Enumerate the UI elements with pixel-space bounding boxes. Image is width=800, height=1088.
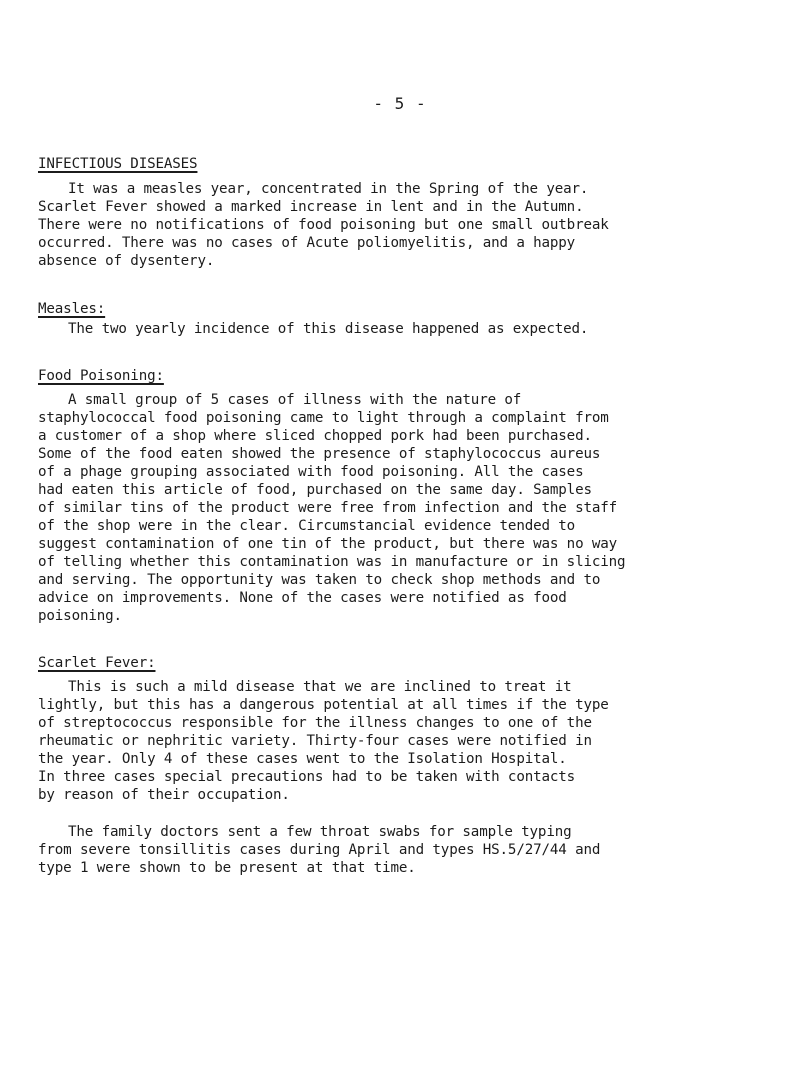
food-poisoning-line: A small group of 5 cases of illness with the nature of <box>68 392 522 408</box>
intro-line: absence of dysentery. <box>38 253 215 269</box>
scarlet-fever-line: the year. Only 4 of these cases went to the Isolation Hospital. <box>38 751 567 767</box>
food-poisoning-line: Some of the food eaten showed the presence of staphylococcus aureus <box>38 446 601 462</box>
food-poisoning-line: of telling whether this contamination was in manufacture or in slicing <box>38 554 626 570</box>
food-poisoning-line: of similar tins of the product were free from infection and the staff <box>38 500 618 516</box>
food-poisoning-line: of a phage grouping associated with food poisoning. All the cases <box>38 464 584 480</box>
food-poisoning-line: advice on improvements. None of the cases were notified as food <box>38 590 567 606</box>
intro-line: Scarlet Fever showed a marked increase in lent and in the Autumn. <box>38 199 584 215</box>
food-poisoning-heading: Food Poisoning: <box>38 368 164 384</box>
food-poisoning-line: poisoning. <box>38 608 122 624</box>
intro-line: occurred. There was no cases of Acute poliomyelitis, and a happy <box>38 235 576 251</box>
food-poisoning-line: suggest contamination of one tin of the product, but there was no way <box>38 536 618 552</box>
intro-line: There were no notifications of food poisoning but one small outbreak <box>38 217 609 233</box>
scarlet-fever-line: lightly, but this has a dangerous potential at all times if the type <box>38 697 609 713</box>
scarlet-fever-line: This is such a mild disease that we are inclined to treat it <box>68 679 572 695</box>
scarlet-fever-heading: Scarlet Fever: <box>38 655 156 671</box>
food-poisoning-line: and serving. The opportunity was taken to check shop methods and to <box>38 572 601 588</box>
scarlet-fever-line: by reason of their occupation. <box>38 787 290 803</box>
measles-heading: Measles: <box>38 301 106 317</box>
page-number: - 5 - <box>373 94 427 113</box>
food-poisoning-line: had eaten this article of food, purchased on the same day. Samples <box>38 482 592 498</box>
scarlet-fever-line: rheumatic or nephritic variety. Thirty-four cases were notified in <box>38 733 592 749</box>
scarlet-fever-line: type 1 were shown to be present at that time. <box>38 860 416 876</box>
food-poisoning-line: staphylococcal food poisoning came to light through a complaint from <box>38 410 609 426</box>
food-poisoning-line: of the shop were in the clear. Circumstancial evidence tended to <box>38 518 576 534</box>
scarlet-fever-line: of streptococcus responsible for the illness changes to one of the <box>38 715 592 731</box>
food-poisoning-line: a customer of a shop where sliced chopped pork had been purchased. <box>38 428 592 444</box>
section-title: INFECTIOUS DISEASES <box>38 156 198 172</box>
scarlet-fever-line: from severe tonsillitis cases during April and types HS.5/27/44 and <box>38 842 601 858</box>
scarlet-fever-line: In three cases special precautions had to be taken with contacts <box>38 769 576 785</box>
scarlet-fever-line: The family doctors sent a few throat swabs for sample typing <box>68 824 572 840</box>
measles-line: The two yearly incidence of this disease happened as expected. <box>68 321 589 337</box>
intro-line: It was a measles year, concentrated in the Spring of the year. <box>68 181 589 197</box>
